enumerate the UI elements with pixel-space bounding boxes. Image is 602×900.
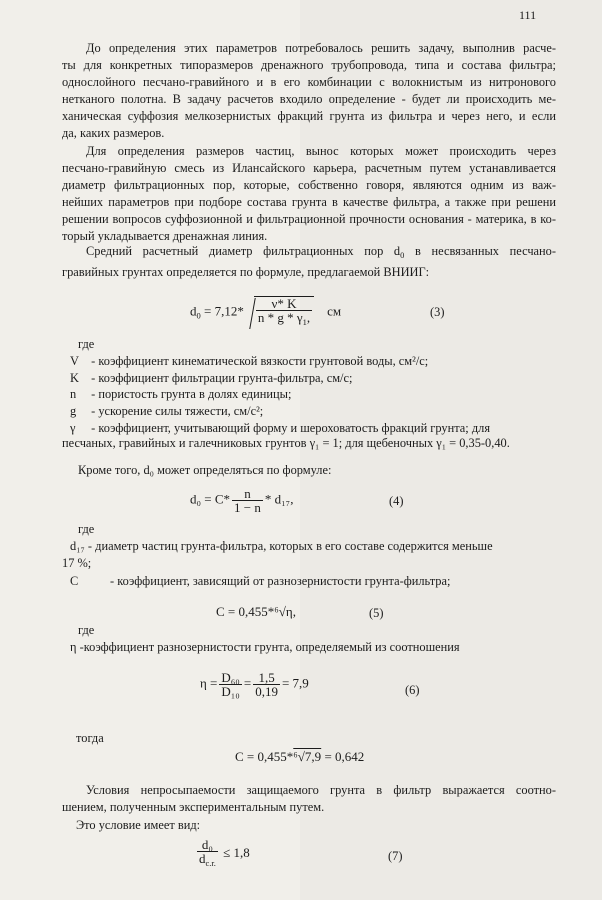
paragraph-4: Кроме того, d₀ может определяться по формуле:: [78, 463, 332, 477]
text-line: песчано-гравийную смесь из Илансайского карьера, расчетным путем устанавливается: [62, 160, 556, 175]
definition-row: g - ускорение силы тяжести, см/с²;: [70, 404, 264, 419]
where-label: где: [78, 522, 95, 536]
equation-6: η = $\frac{\text{D₆₀}}{\text{D₁₀}}$ = $\frac{1,5}{0,19}$ = 7,9: [200, 670, 309, 699]
equation-5: C = 0,455*⁶√η,: [216, 604, 296, 619]
d17-definition: d₁₇ - диаметр частиц грунта-фильтра, которых в его составе содержится меньше: [70, 539, 493, 553]
definitions-continuation: песчаных, гравийных и галечниковых грунтов γ₁ = 1; для щебеночных γ₁ = 0,35-0,40.: [62, 436, 510, 450]
paragraph-3: [62, 243, 556, 281]
eta-definition: η -коэффициент разнозернистости грунта, определяемый из соотношения: [70, 640, 460, 654]
paragraph-5: [62, 782, 556, 816]
paragraph-2: [62, 143, 556, 244]
definition-row: K - коэффициент фильтрации грунта-фильтра, см/с;: [70, 370, 353, 385]
text-line: да, каких размеров.: [62, 125, 165, 140]
text-line: До определения этих параметров потребовалось решить задачу, выполнив расче-: [86, 41, 556, 55]
equation-5-number: (5): [369, 606, 384, 620]
text-line: решении вопросов суффозионной и фильтрационной прочности основания - материка, в ко-: [62, 211, 556, 226]
equation-4: d₀ = C* $\frac{n}{1 - n}$ * d₁₇,: [190, 486, 294, 515]
text-line: Для определения размеров частиц, вынос которых может происходить через: [86, 144, 556, 158]
definition-row: V - коэффициент кинематической вязкости грунтовой воды, см²/с;: [70, 354, 429, 368]
text-line: гравийных грунтах определяется по формуле, предлагаемой ВНИИГ:: [62, 264, 430, 279]
text-line: нейших параметров при подборе состава грунта в качестве фильтра, а также при решени: [62, 194, 556, 209]
text-line: торый укладывается дренажная линия.: [62, 228, 268, 243]
equation-7-number: (7): [388, 849, 403, 863]
text-line: нетканого полотна. В задачу расчетов входило определение - будет ли происходить ме-: [62, 91, 556, 106]
definitions-list: [70, 353, 490, 437]
then-label: тогда: [76, 731, 104, 745]
text-line: Средний расчетный диаметр фильтрационных пор $d_0$ в несвязанных песчано-: [86, 244, 557, 260]
equation-3-number: (3): [430, 305, 445, 319]
text-line: ханическая суффозия мелкозернистых фракций грунта из фильтра и через него, и если: [62, 108, 556, 123]
page-number: 111: [519, 8, 537, 22]
equation-3: $d_0 = 7,12*$ $\frac{\nu* K}{n * g * \gamma_1,}$ см: [190, 296, 342, 327]
definition-row: γ - коэффициент, учитывающий форму и шероховатость фракций грунта; для: [70, 420, 491, 435]
equation-6-number: (6): [405, 683, 420, 697]
c-definition: C - коэффициент, зависящий от разнозернистости грунта-фильтра;: [70, 574, 451, 588]
text-line: однослойного песчано-гравийного и в его комбинации с волокнистым из нитронового: [62, 74, 556, 89]
equation-c-calc: C = 0,455*⁶√7,9 = 0,642: [235, 749, 365, 764]
text-line: диаметр фильтрационных пор, которые, собственно говоря, являются одним из важ-: [62, 177, 556, 192]
equation-7: $\frac{\text{d₀}}{d_{c.r.}}$ ≤ 1,8: [199, 837, 250, 868]
paragraph-1: [62, 40, 556, 141]
where-label: где: [78, 623, 95, 637]
text-line: шением, полученным экспериментальным путем.: [62, 799, 325, 814]
equation-4-number: (4): [389, 494, 404, 508]
definition-row: n - пористость грунта в долях единицы;: [70, 387, 292, 402]
text-line: ты для конкретных типоразмеров дренажного трубопровода, типа и состава фильтра;: [62, 57, 556, 72]
d17-definition-cont: 17 %;: [62, 556, 92, 570]
paragraph-6: Это условие имеет вид:: [76, 818, 201, 832]
text-line: Условия непросыпаемости защищаемого грунта в фильтр выражается соотно-: [86, 783, 556, 797]
where-label: где: [78, 337, 95, 351]
